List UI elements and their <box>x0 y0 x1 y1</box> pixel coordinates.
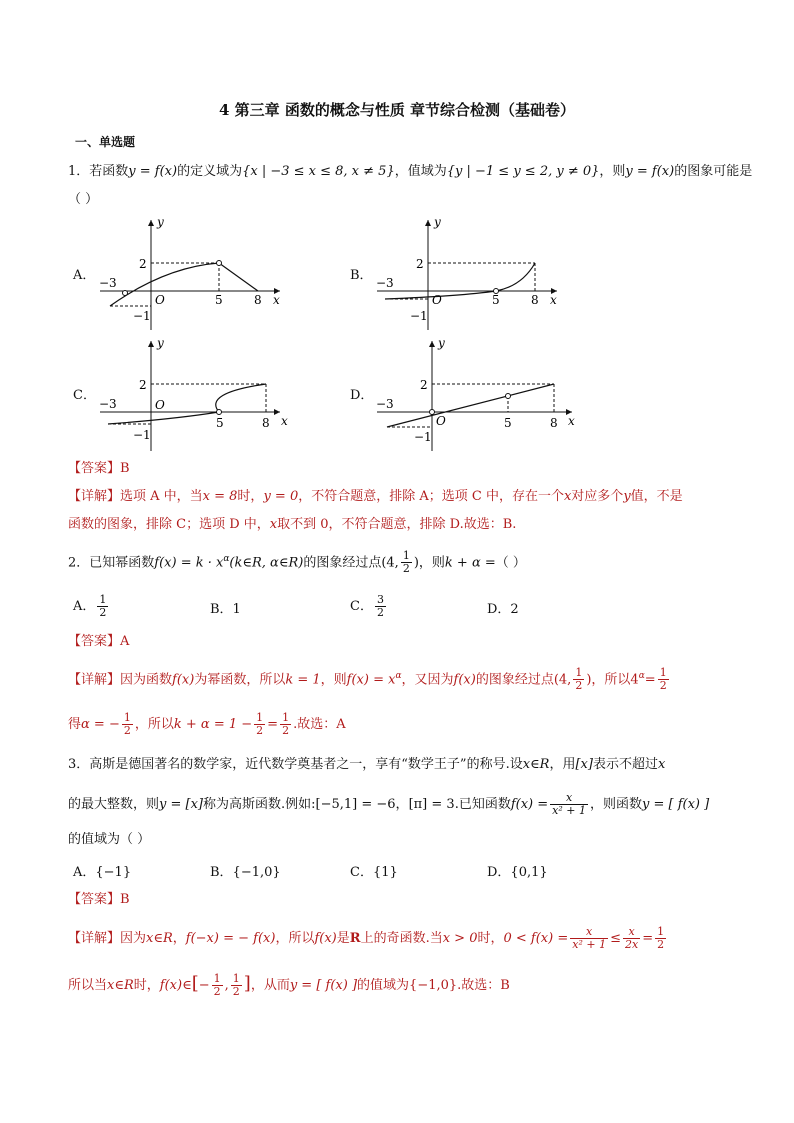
tick-label: 5 <box>216 416 224 430</box>
tick-label: 5 <box>215 293 223 307</box>
tick-label: 5 <box>504 416 512 430</box>
q1-option-c-label: C． <box>73 388 96 403</box>
tick-label: 2 <box>139 257 147 271</box>
tick-label: −3 <box>376 276 394 290</box>
q1-option-a-label: A． <box>73 268 96 283</box>
q1-option-d-label: D． <box>350 388 374 403</box>
tick-label: −1 <box>414 430 432 444</box>
curve <box>385 263 535 299</box>
q1-paren: （ ） <box>68 192 99 207</box>
q1-detail-line1: 【详解】选项 A 中，当x = 8时，y = 0，不符合题意，排除 A；选项 C 中，存在一个x对应多个y值，不是 <box>68 489 683 504</box>
q1-detail-line2: 函数的图象，排除 C；选项 D 中，x取不到 0，不符合题意，排除 D.故选：B. <box>68 517 517 532</box>
q3-option-b: B．{−1,0} <box>210 865 281 880</box>
q3-stem-line2: 的最大整数，则y = [x]称为高斯函数.例如:[−5,1] = −6，[π] = 3.已知函数f(x) = $\frac{x}{\text{x² + 1}}$ ，则函数y = [ f(x) ] <box>68 791 710 817</box>
q1-graph-d <box>372 333 582 455</box>
q2-option-c: C． $\frac{3}{2}$ <box>350 593 384 619</box>
q1-stem: 1．若函数y = f(x)的定义域为{x | −3 ≤ x ≤ 8, x ≠ 5}，值域为{y | −1 ≤ y ≤ 2, y ≠ 0}，则y = f(x)的图象可能是 <box>68 164 753 179</box>
tick-label: 2 <box>420 378 428 392</box>
tick-label: −3 <box>99 397 117 411</box>
y-label: y <box>434 215 441 229</box>
q3-option-a: A．{−1} <box>73 865 132 880</box>
tick-label: 2 <box>139 378 147 392</box>
q3-option-d: D．{0,1} <box>487 865 548 880</box>
q2-option-d: D．2 <box>487 602 519 617</box>
q1-graph-c <box>95 333 295 455</box>
x-label: x <box>550 293 557 307</box>
tick-label: −3 <box>376 397 394 411</box>
y-label: y <box>157 215 164 229</box>
y-label: y <box>438 336 445 350</box>
q2-option-a: A． $\frac{1}{2}$ <box>73 593 107 619</box>
tick-label: 8 <box>531 293 539 307</box>
open-point <box>217 261 222 266</box>
origin-label: O <box>155 398 165 412</box>
q2-option-b: B．1 <box>210 602 241 617</box>
section-heading: 一、单选题 <box>75 135 136 149</box>
tick-label: 8 <box>254 293 262 307</box>
q3-answer: 【答案】B <box>68 892 130 907</box>
origin-label: O <box>436 414 446 428</box>
q3-option-c: C．{1} <box>350 865 398 880</box>
x-label: x <box>273 293 280 307</box>
tick-label: 5 <box>492 293 500 307</box>
q3-detail-line2: 所以当x∈R时，f(x)∈[− $\frac{1}{2}$ , $\frac{1}{2}$ ]，从而y = [ f(x) ]的值域为{−1,0}.故选：B <box>68 972 510 998</box>
open-point <box>430 410 435 415</box>
segment <box>387 384 554 427</box>
page-title: 4 第三章 函数的概念与性质 章节综合检测（基础卷） <box>218 101 576 119</box>
x-label: x <box>568 414 575 428</box>
tick-label: 8 <box>262 416 270 430</box>
q3-stem-line3: 的值域为（ ） <box>68 832 151 847</box>
q2-detail-line1: 【详解】因为函数f(x)为幂函数，所以k = 1，则$f(x) = x^\alpha$，又因为f(x)的图象经过点(4, $\frac{1}{2}$ )，所以$4^\alpha=$ $\frac{1}{2}$ <box>68 666 667 693</box>
curve <box>216 384 266 412</box>
q1-answer: 【答案】B <box>68 461 130 476</box>
origin-label: O <box>432 293 442 307</box>
tick-label: 2 <box>416 257 424 271</box>
tick-label: −1 <box>133 428 151 442</box>
q1-option-b-label: B． <box>350 268 373 283</box>
x-label: x <box>281 414 288 428</box>
q2-answer: 【答案】A <box>68 634 130 649</box>
q1-graph-a <box>95 212 295 334</box>
q1-graph-b <box>372 212 572 334</box>
open-point <box>506 394 511 399</box>
curve <box>108 412 219 424</box>
q3-stem-line1: 3．高斯是德国著名的数学家，近代数学奠基者之一，享有“数学王子”的称号.设x∈R，用[x]表示不超过x <box>68 757 666 772</box>
origin-label: O <box>155 293 165 307</box>
q2-stem: 2．已知幂函数$f(x) = k \cdot x^\alpha(k\in R$, α∈R)的图象经过点(4, $\frac{1}{2}$ )，则k + α =（ ） <box>68 549 526 576</box>
tick-label: −3 <box>99 276 117 290</box>
q3-detail-line1: 【详解】因为x∈R，f(−x) = − f(x)，所以f(x)是R上的奇函数.当x > 0时，0 < f(x) = $\frac{x}{\text{x² + 1}}$ ≤ $\frac{x}{2x}$ = $\frac{1}{2}$ <box>68 925 665 951</box>
tick-label: −1 <box>410 309 428 323</box>
open-point <box>217 410 222 415</box>
segment <box>219 263 258 291</box>
open-point <box>123 291 128 296</box>
tick-label: −1 <box>133 309 151 323</box>
tick-label: 8 <box>550 416 558 430</box>
y-label: y <box>157 336 164 350</box>
q2-detail-line2: 得α = − $\frac{1}{2}$ ，所以k + α = 1 − $\frac{1}{2}$ = $\frac{1}{2}$ .故选：A <box>68 711 346 737</box>
